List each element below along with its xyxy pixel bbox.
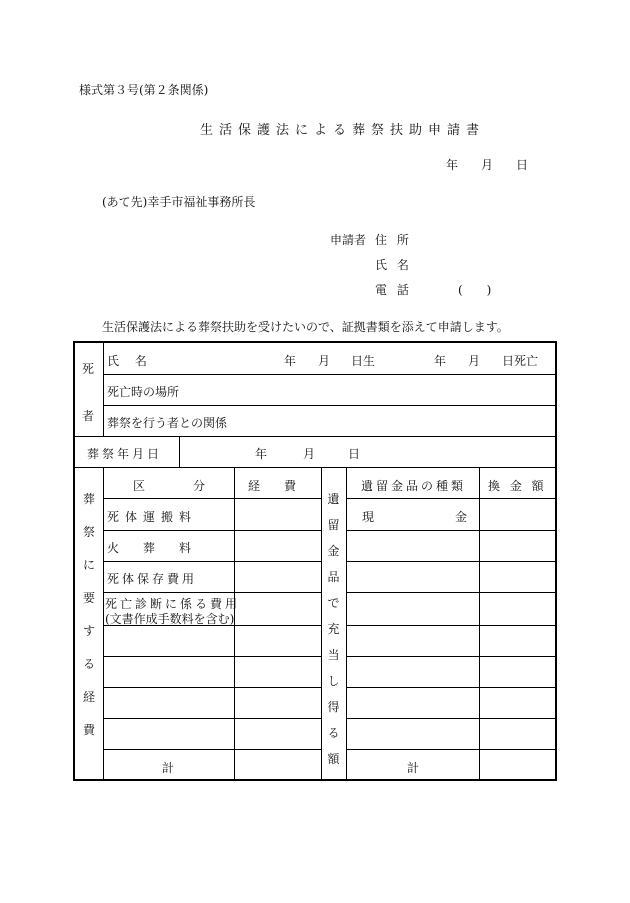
page-title: 生活保護法による葬祭扶助申請書 (200, 123, 486, 138)
application-table (73, 341, 557, 781)
birth-year-label: 年 (284, 354, 297, 368)
death-month-label: 月 (468, 354, 481, 368)
expense-item-diagnosis-line1: 死亡診断に係る費用 (105, 597, 241, 611)
date-day-label: 日 (516, 158, 529, 172)
expenses-section-label: 葬 祭 に 要 す る 経 費 (82, 492, 95, 737)
applicant-phone-paren: ( ) (458, 283, 492, 297)
expense-item-transport: 死体運搬料 (107, 510, 198, 524)
birth-month-label: 月 (318, 354, 331, 368)
death-year-label: 年 (434, 354, 447, 368)
deceased-section-label-bottom: 者 (82, 409, 95, 423)
expense-item-diagnosis-line2: (文書作成手数料を含む) (105, 612, 235, 626)
date-month-label: 月 (481, 158, 494, 172)
applicant-name-label: 氏 名 (375, 258, 412, 272)
application-statement: 生活保護法による葬祭扶助を受けたいので、証拠書類を添えて申請します。 (102, 320, 509, 334)
funeral-day-label: 日 (348, 447, 361, 461)
death-place-label: 死亡時の場所 (107, 385, 180, 399)
expense-total-label: 計 (162, 761, 175, 775)
estate-total-label: 計 (407, 761, 420, 775)
deceased-name-label: 氏 名 (107, 354, 153, 368)
deceased-section-label-top: 死 (82, 362, 95, 376)
expense-item-cremation: 火 葬 料 (107, 541, 198, 555)
form-number: 様式第３号(第２条関係) (79, 83, 209, 97)
birth-day-label: 日生 (351, 354, 376, 368)
expense-item-preservation: 死体保存費用 (107, 572, 198, 586)
relation-label: 葬祭を行う者との関係 (107, 416, 228, 430)
col-category-header: 区 分 (133, 479, 206, 493)
applicant-label: 申請者 (330, 233, 367, 247)
col-estate-value-header: 換 金 額 (488, 479, 547, 493)
estate-cash-right: 金 (455, 510, 468, 524)
estate-cash-left: 現 (362, 510, 375, 524)
col-estate-type-header: 遺留金品の種類 (361, 479, 467, 493)
addressee: (あて先)幸手市福祉事務所長 (102, 195, 256, 209)
applicant-address-label: 住 所 (375, 233, 412, 247)
funeral-date-label: 葬祭年月日 (87, 447, 163, 461)
death-day-label: 日死亡 (502, 354, 539, 368)
funeral-month-label: 月 (303, 447, 316, 461)
col-cost-header: 経 費 (248, 479, 297, 493)
estate-section-label: 遺 留 金 品 で 充 当 し 得 る 額 (327, 492, 340, 766)
applicant-phone-label: 電 話 (375, 283, 412, 297)
date-year-label: 年 (446, 158, 459, 172)
funeral-year-label: 年 (255, 447, 268, 461)
